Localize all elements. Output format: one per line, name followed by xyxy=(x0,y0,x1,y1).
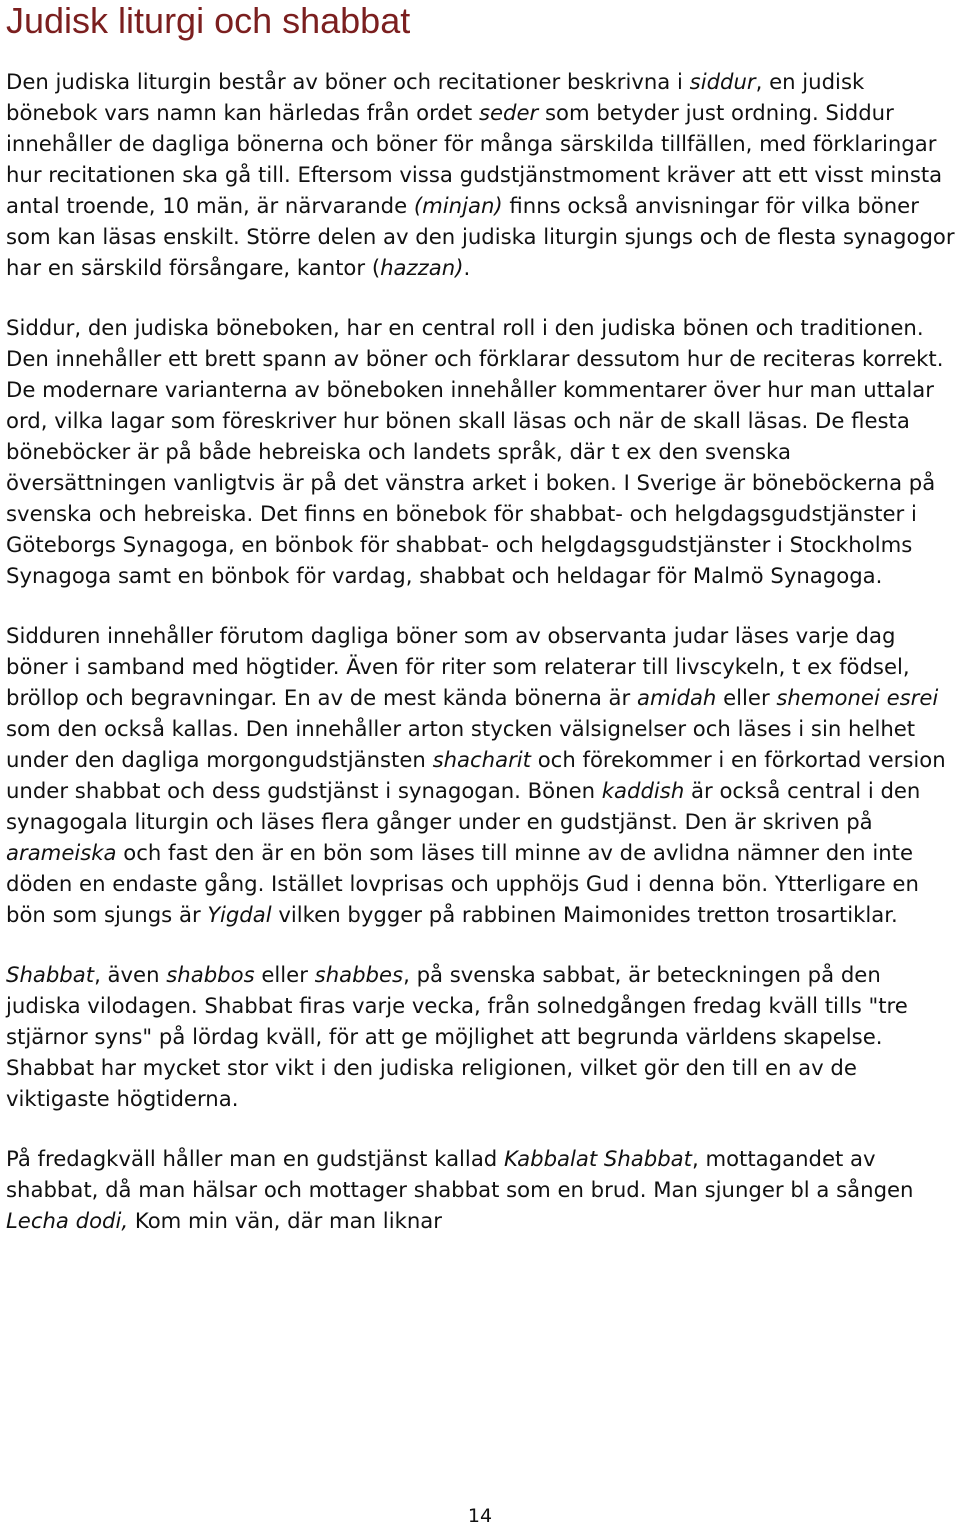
text-run: Siddur, den judiska böneboken, har en central roll i den judiska bönen och traditionen. Den innehåller ett brett spann av böner och förklarar dessutom hur de reciteras korrekt. De modernare varianterna av böneboken innehåller kommentarer över hur man uttalar ord, vilka lagar som föreskriver hur bönen skall läsas och när de skall läsas. De flesta böneböcker är på både hebreiska och landets språk, där t ex den svenska översättningen vanligtvis är på det vänstra arket i boken. I Sverige är böneböckerna på svenska och hebreiska. Det finns en bönebok för shabbat- och helgdagsgudstjänster i Göteborgs Synagoga, en bönbok för shabbat- och helgdagsgudstjänster i Stockholms Synagoga samt en bönbok för vardag, shabbat och heldagar för Malmö Synagoga. xyxy=(6,315,944,588)
italic-term: shemonei esrei xyxy=(776,685,939,710)
text-run: och förekommer i en förkortad version under shabbat och dess gudstjänst i synagogan. Bönen xyxy=(6,747,946,803)
text-run: eller xyxy=(716,685,777,710)
italic-term: kaddish xyxy=(601,778,685,803)
text-run: Kom min vän, där man liknar xyxy=(128,1208,442,1233)
italic-term: shacharit xyxy=(432,747,531,772)
text-run: finns också anvisningar för vilka böner som kan läsas enskilt. Större delen av den judiska liturgin sjungs och de flesta synagogor har en särskild försångare, kantor ( xyxy=(6,193,955,280)
text-run: , en judisk bönebok vars namn kan härledas från ordet xyxy=(6,69,865,125)
text-run: , även xyxy=(94,962,167,987)
italic-term: Yigdal xyxy=(207,902,272,927)
paragraph-liturgy xyxy=(6,66,956,283)
paragraph-kabbalat-shabbat xyxy=(6,1143,956,1236)
page-number: 14 xyxy=(467,1505,493,1527)
text-run: Sidduren innehåller förutom dagliga böner som av observanta judar läses varje dag böner i samband med högtider. Även för riter som relaterar till livscykeln, t ex födsel, bröllop och begravningar. En av de mest kända bönerna är xyxy=(6,623,910,710)
italic-term: amidah xyxy=(636,685,717,710)
italic-term: seder xyxy=(478,100,539,125)
italic-term: shabbes xyxy=(314,962,404,987)
italic-term: Shabbat xyxy=(6,962,95,987)
text-run: som betyder just ordning. Siddur innehåller de dagliga bönerna och böner för många särskilda tillfällen, med förklaringar hur recitationen ska gå till. Eftersom vissa gudstjänstmoment kräver att ett visst minsta antal troende, 10 män, är närvarande xyxy=(6,100,943,218)
text-run: vilken bygger på rabbinen Maimonides tretton trosartiklar. xyxy=(271,902,898,927)
text-run: . xyxy=(463,255,471,280)
text-run: , mottagandet av shabbat, då man hälsar och mottager shabbat som en brud. Man sjunger bl a sången xyxy=(6,1146,914,1202)
text-run: som den också kallas. Den innehåller arton stycken välsignelser och läses i sin helhet under den dagliga morgongudstjänsten xyxy=(6,716,916,772)
document-page xyxy=(6,0,956,1236)
paragraph-shabbat xyxy=(6,959,956,1114)
italic-term: (minjan) xyxy=(413,193,503,218)
paragraph-siddur xyxy=(6,312,956,591)
italic-term: arameiska xyxy=(6,840,117,865)
italic-term: Kabbalat Shabbat xyxy=(504,1146,692,1171)
text-run: och fast den är en bön som läses till minne av de avlidna nämner den inte döden en endaste gång. Istället lovprisas och upphöjs Gud i denna bön. Ytterligare en bön som sjungs är xyxy=(6,840,919,927)
italic-term: Lecha dodi, xyxy=(6,1208,129,1233)
text-run: eller xyxy=(254,962,315,987)
page-title: Judisk liturgi och shabbat xyxy=(6,0,411,41)
italic-term: shabbos xyxy=(166,962,255,987)
italic-term: siddur xyxy=(689,69,756,94)
text-run: På fredagkväll håller man en gudstjänst kallad xyxy=(6,1146,504,1171)
paragraph-prayers xyxy=(6,620,956,930)
text-run: , på svenska sabbat, är beteckningen på den judiska vilodagen. Shabbat firas varje vecka, från solnedgången fredag kväll tills "tre stjärnor syns" på lördag kväll, för att ge möjlighet att begrunda världens skapelse. Shabbat har mycket stor vikt i den judiska religionen, vilket gör den till en av de viktigaste högtiderna. xyxy=(6,962,908,1111)
italic-term: hazzan) xyxy=(380,255,464,280)
text-run: är också central i den synagogala liturgin och läses flera gånger under en gudstjänst. Den är skriven på xyxy=(6,778,921,834)
text-run: Den judiska liturgin består av böner och recitationer beskrivna i xyxy=(6,69,690,94)
